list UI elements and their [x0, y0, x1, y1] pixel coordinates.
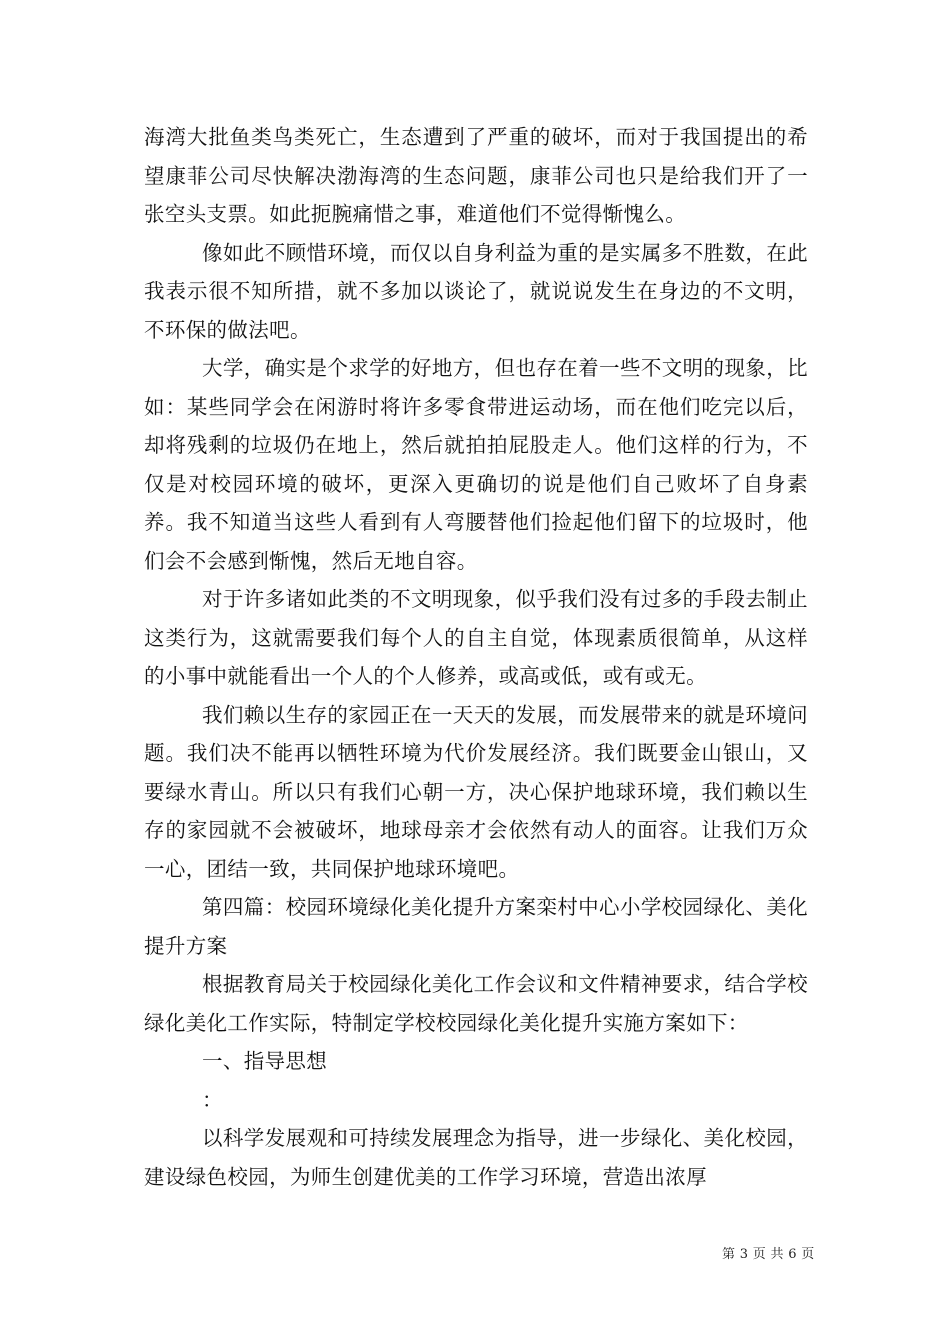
page-number-footer: 第 3 页 共 6 页 — [722, 1247, 815, 1262]
paragraph-environment-neglect: 像如此不顾惜环境，而仅以自身利益为重的是实属多不胜数，在此我表示很不知所措，就不多加以谈论了，就说说发生在身边的不文明，不环保的做法吧。 — [144, 240, 808, 342]
paragraph-continuation: 海湾大批鱼类鸟类死亡，生态遭到了严重的破坏，而对于我国提出的希望康菲公司尽快解决渤海湾的生态问题，康菲公司也只是给我们开了一张空头支票。如此扼腕痛惜之事，难道他们不觉得惭愧么。 — [144, 125, 808, 226]
paragraph-protect-earth: 我们赖以生存的家园正在一天天的发展，而发展带来的就是环境问题。我们决不能再以牺牲环境为代价发展经济。我们既要金山银山，又要绿水青山。所以只有我们心朝一方，决心保护地球环境，我们赖以生存的家园就不会被破坏，地球母亲才会依然有动人的面容。让我们万众一心，团结一致，共同保护地球环境吧。 — [144, 702, 808, 881]
paragraph-guiding-thought-body: 以科学发展观和可持续发展理念为指导，进一步绿化、美化校园，建设绿色校园，为师生创建优美的工作学习环境，营造出浓厚 — [144, 1126, 808, 1189]
section-heading-part-four: 第四篇：校园环境绿化美化提升方案栾村中心小学校园绿化、美化提升方案 — [144, 895, 808, 958]
paragraph-self-discipline: 对于许多诸如此类的不文明现象，似乎我们没有过多的手段去制止这类行为，这就需要我们每个人的自主自觉，体现素质很简单，从这样的小事中就能看出一个人的个人修养，或高或低，或有或无。 — [144, 587, 808, 688]
paragraph-university-behavior: 大学，确实是个求学的好地方，但也存在着一些不文明的现象，比如：某些同学会在闲游时将许多零食带进运动场，而在他们吃完以后，却将残剩的垃圾仍在地上，然后就拍拍屁股走人。他们这样的行为，不仅是对校园环境的破坏，更深入更确切的说是他们自己败坏了自身素养。我不知道当这些人看到有人弯腰替他们捡起他们留下的垃圾时，他们会不会感到惭愧，然后无地自容。 — [144, 356, 808, 573]
document-body — [144, 118, 808, 1196]
subheading-guiding-thought: 一、指导思想 — [202, 1049, 328, 1073]
paragraph-plan-intro: 根据教育局关于校园绿化美化工作会议和文件精神要求，结合学校绿化美化工作实际，特制定学校校园绿化美化提升实施方案如下： — [144, 972, 808, 1035]
colon-line: ： — [202, 1087, 223, 1112]
